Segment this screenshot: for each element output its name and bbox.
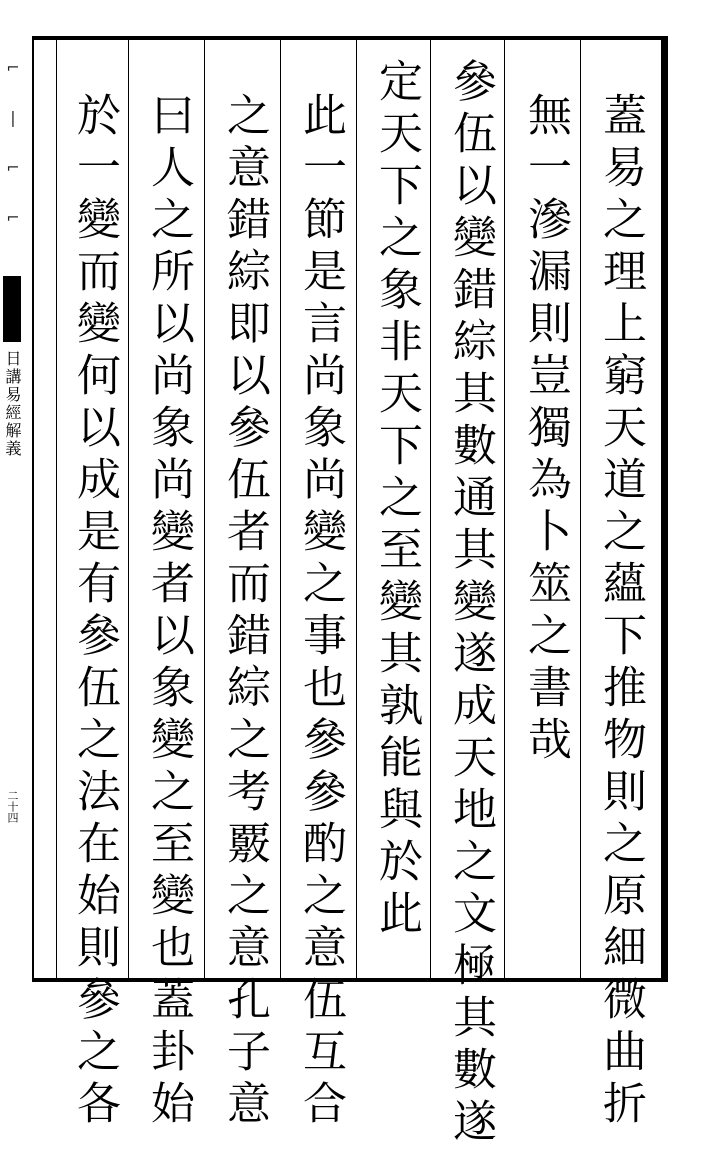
- column-divider: [580, 40, 581, 978]
- gutter-mark: |: [10, 108, 16, 127]
- text-column-7: 曰人之所以尚象尚變者以象變之至變也蓋卦始: [143, 92, 194, 1132]
- text-column-3: 參伍以變錯綜其數通其變遂成天地之文極其數遂: [445, 58, 496, 1150]
- column-divider: [280, 40, 281, 978]
- column-divider: [356, 40, 357, 978]
- text-column-5: 此一節是言尚象尚變之事也參參酌之意伍互合: [295, 92, 346, 1132]
- gutter-mark: ⌐: [6, 208, 20, 227]
- column-divider: [56, 40, 57, 978]
- text-column-1: 蓋易之理上窮天道之蘊下推物則之原細微曲折: [595, 92, 646, 1132]
- text-column-2: 無一滲漏則豈獨為卜筮之書哉: [520, 92, 571, 768]
- column-divider: [204, 40, 205, 978]
- book-title: 日講易經解義: [3, 350, 22, 458]
- fish-tail-block: [3, 276, 21, 342]
- page-number: 二十四: [6, 790, 19, 823]
- text-column-6: 之意錯綜即以參伍者而錯綜之考覈之意孔子意: [219, 92, 270, 1132]
- gutter-mark: ⌐: [6, 158, 20, 177]
- gutter-mark: ⌐: [6, 58, 20, 77]
- text-column-8: 於一變而變何以成是有參伍之法在始則參之各: [69, 92, 120, 1132]
- gutter-marks: [6, 40, 20, 276]
- column-divider: [128, 40, 129, 978]
- column-divider: [504, 40, 505, 978]
- column-divider: [430, 40, 431, 978]
- text-column-4: 定天下之象非天下之至變其孰能與於此: [371, 58, 422, 942]
